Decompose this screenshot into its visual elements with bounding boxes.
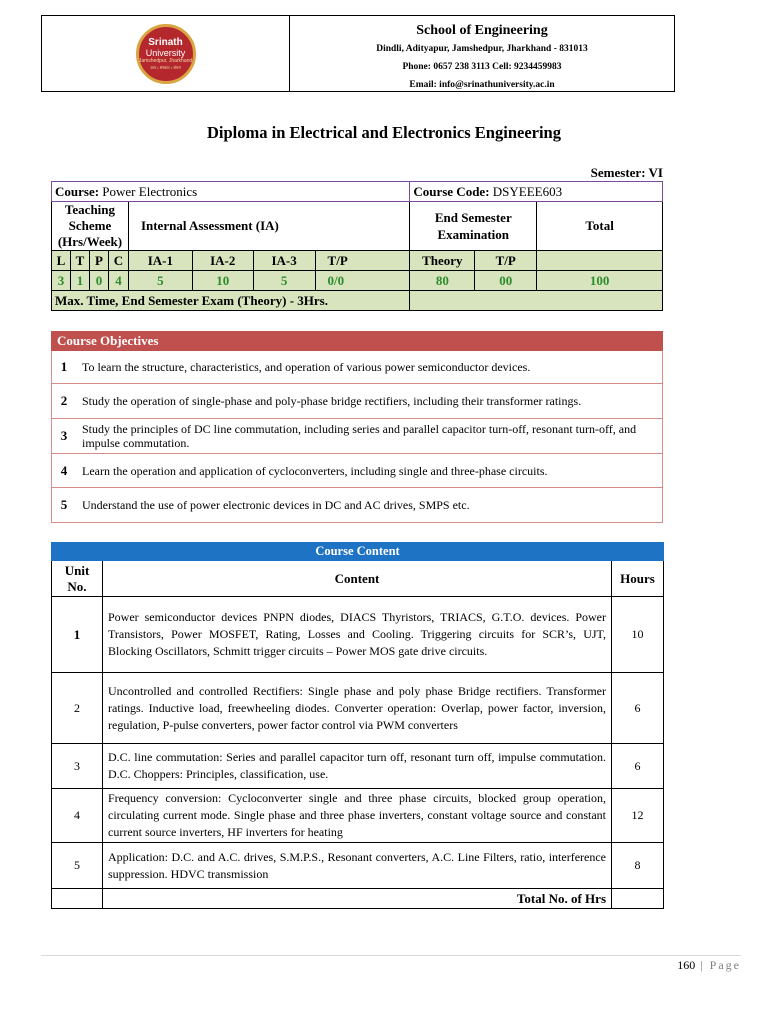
value-cell: 3 (52, 271, 71, 291)
objective-item (51, 384, 663, 419)
objective-item (51, 454, 663, 488)
unit-number: 2 (52, 673, 103, 744)
unit-hours: 6 (612, 744, 664, 789)
course-code-cell (410, 182, 663, 202)
university-logo (136, 24, 196, 84)
unit-hours: 6 (612, 673, 664, 744)
objective-text: Study the principles of DC line commutation, including series and parallel capacitor turn-off, resonant turn-off, and impulse commutation. (82, 422, 637, 450)
objective-text: Study the operation of single-phase and poly-phase bridge rectifiers, including their transformer ratings. (82, 394, 582, 408)
course-row (52, 182, 663, 202)
subheader-cell: T (70, 251, 89, 271)
value-cell: 10 (192, 271, 253, 291)
value-cell: 80 (410, 271, 475, 291)
total-row (52, 889, 664, 909)
subheader-cell: Theory (410, 251, 475, 271)
objective-text: To learn the structure, characteristics, and operation of various power semiconductor devices. (82, 360, 531, 374)
subheader-cell: T/P (315, 251, 410, 271)
logo-text-1: Srinath (148, 36, 183, 48)
content-row (52, 744, 664, 789)
unit-header: Unit No. (52, 561, 103, 597)
objective-number: 2 (60, 393, 68, 408)
course-label: Course: (55, 183, 100, 199)
course-content-table (51, 542, 664, 909)
footer-divider (41, 955, 741, 956)
content-row (52, 597, 664, 673)
course-info-table (51, 181, 663, 311)
objective-number: 1 (60, 359, 68, 374)
unit-hours: 12 (612, 789, 664, 843)
max-time: Max. Time, End Semester Exam (Theory) - 3Hrs. (52, 291, 410, 311)
logo-cell (42, 16, 290, 91)
unit-number: 5 (52, 843, 103, 889)
teaching-scheme-header: Teaching Scheme (Hrs/Week) (52, 202, 129, 251)
course-objectives (51, 331, 663, 523)
hours-header: Hours (612, 561, 664, 597)
scheme-values-row (52, 271, 663, 291)
internal-assessment-header: Internal Assessment (IA) (128, 202, 409, 251)
unit-number: 1 (52, 597, 103, 673)
content-heading: Course Content (52, 543, 664, 561)
content-row (52, 789, 664, 843)
max-time-empty (410, 291, 663, 311)
objectives-heading: Course Objectives (51, 331, 663, 351)
course-code: DSYEEE603 (492, 183, 563, 199)
content-header: Content (103, 561, 612, 597)
scheme-subheader-row (52, 251, 663, 271)
course-name-cell (52, 182, 410, 202)
course-code-label: Course Code: (413, 183, 490, 199)
logo-text-4: ज्ञान • संस्कार • संयम (150, 64, 181, 70)
value-cell: 5 (253, 271, 315, 291)
value-cell: 0 (89, 271, 108, 291)
unit-number: 4 (52, 789, 103, 843)
objective-item (51, 419, 663, 454)
semester-label: Semester: VI (590, 165, 663, 180)
subheader-cell: IA-2 (192, 251, 253, 271)
scheme-header-row (52, 202, 663, 251)
unit-content: Power semiconductor devices PNPN diodes, DIACS Thyristors, TRIACS, G.T.O. devices. Power Transistors, Power MOSFET, Rating, Losses and Cooling. Triggering circuits for SCR’s, UJT, Blocking Oscillators, Schmitt trigger circuits – Power MOS gate drive circuits. (103, 597, 612, 673)
value-cell: 4 (108, 271, 128, 291)
page-label: Page (709, 958, 741, 972)
objective-item (51, 351, 663, 384)
unit-content: Frequency conversion: Cycloconverter single and three phase circuits, blocked group operation, circulating current mode. Single phase and three phase inverters, constant voltage source and constant current source inverters, HF inverters for heating (103, 789, 612, 843)
total-header: Total (537, 202, 663, 251)
objective-text: Understand the use of power electronic devices in DC and AC drives, SMPS etc. (82, 498, 470, 512)
content-header-row (52, 561, 664, 597)
content-heading-row (52, 543, 664, 561)
school-name: School of Engineering (416, 23, 548, 38)
value-cell: 100 (537, 271, 663, 291)
value-cell: 1 (70, 271, 89, 291)
page-separator: | (695, 958, 710, 972)
letterhead (41, 15, 675, 92)
max-time-row (52, 291, 663, 311)
page-number (677, 958, 741, 973)
logo-text-3: Jamshedpur, Jharkhand (138, 57, 193, 64)
end-semester-header: End Semester Examination (410, 202, 537, 251)
unit-hours: 10 (612, 597, 664, 673)
total-empty (52, 889, 103, 909)
unit-content: Uncontrolled and controlled Rectifiers: Single phase and poly phase Bridge rectifiers. Transformer ratings. Inductive load, freewheeling diodes. Converter operation: Overlap, power factor, inversion, regulation, P-pulse converters, power factor control via PWM converters (103, 673, 612, 744)
logo-text-2: University (145, 47, 186, 58)
value-cell: 00 (475, 271, 537, 291)
email: Email: info@srinathuniversity.ac.in (409, 80, 555, 90)
objective-number: 4 (60, 462, 68, 478)
content-row (52, 673, 664, 744)
unit-content: Application: D.C. and A.C. drives, S.M.P.S., Resonant converters, A.C. Line Filters, ratio, interference suppression. HDVC transmission (103, 843, 612, 889)
subheader-cell: C (108, 251, 128, 271)
objective-item (51, 488, 663, 523)
content-row (52, 843, 664, 889)
value-cell: 0/0 (315, 271, 410, 291)
subheader-cell: IA-3 (253, 251, 315, 271)
total-label: Total No. of Hrs (103, 889, 612, 909)
total-hours (612, 889, 664, 909)
subheader-cell: IA-1 (128, 251, 192, 271)
subheader-cell: L (52, 251, 71, 271)
objective-number: 5 (60, 497, 68, 512)
unit-number: 3 (52, 744, 103, 789)
subheader-cell: T/P (475, 251, 537, 271)
program-title: Diploma in Electrical and Electronics Engineering (207, 123, 561, 142)
course-name: Power Electronics (102, 183, 198, 199)
contact-info (290, 16, 674, 91)
unit-content: D.C. line commutation: Series and parallel capacitor turn off, resonant turn off, impulse commutation. D.C. Choppers: Principles, classification, use. (103, 744, 612, 789)
subheader-cell: P (89, 251, 108, 271)
objective-number: 3 (60, 428, 68, 443)
unit-hours: 8 (612, 843, 664, 889)
phone: Phone: 0657 238 3113 Cell: 9234459983 (402, 62, 562, 72)
address: Dindli, Adityapur, Jamshedpur, Jharkhand - 831013 (376, 44, 588, 54)
value-cell: 5 (128, 271, 192, 291)
page-number-value: 160 (677, 958, 696, 972)
objective-text: Learn the operation and application of cycloconverters, including single and three-phase circuits. (82, 463, 548, 478)
subheader-cell (537, 251, 663, 271)
